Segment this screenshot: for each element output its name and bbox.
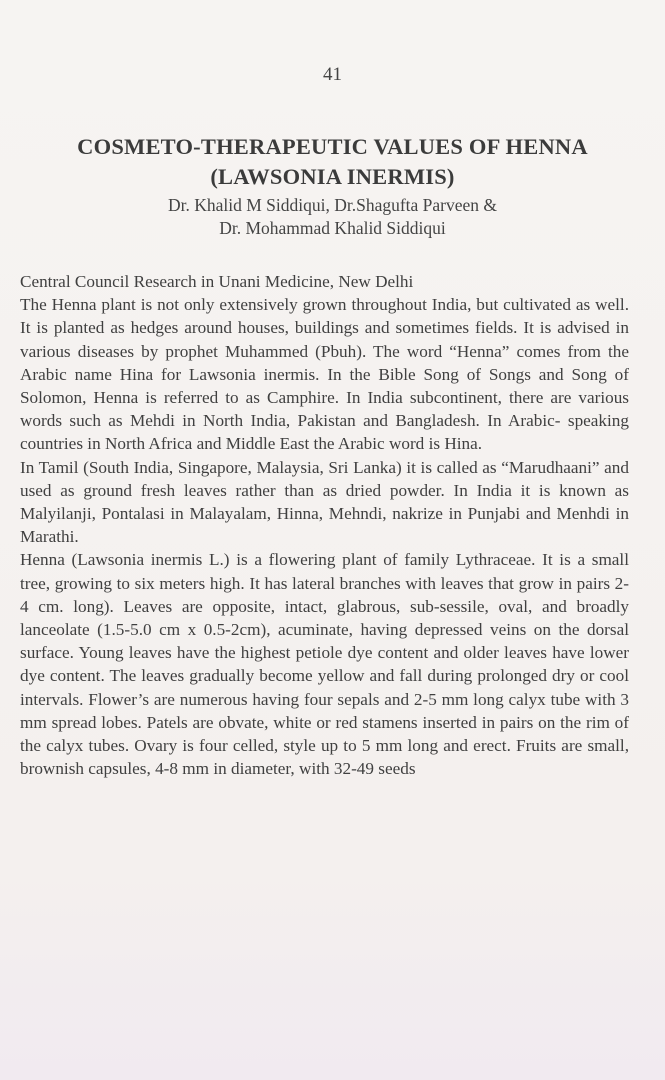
page-number: 41: [323, 64, 342, 85]
paragraph-intro: The Henna plant is not only extensively grown throughout India, but cultivated as well. It is planted as hedges around houses, buildings and sometimes fields. It is advised in various diseases by prophet Muhammed (Pbuh). The word “Henna” comes from the Arabic name Hina for Lawsonia inermis. In the Bible Song of Songs and Song of Solomon, Henna is referred to as Camphire. In India subcontinent, there are various words such as Mehdi in North India, Pakistan and Bangladesh. In Arabic- speaking countries in North Africa and Middle East the Arabic word is Hina.: [20, 295, 629, 454]
article-body: [20, 270, 629, 780]
paragraph-regional-names: In Tamil (South India, Singapore, Malaysia, Sri Lanka) it is called as “Marudhaani” and used as ground fresh leaves rather than as dried powder. In India it is known as Malyilanji, Pontalasi in Malayalam, Hinna, Mehndi, nakrize in Punjabi and Menhdi in Marathi.: [20, 457, 629, 547]
article-title: [0, 132, 665, 192]
paragraph-botany: Henna (Lawsonia inermis L.) is a flowering plant of family Lythraceae. It is a small tree, growing to six meters high. It has lateral branches with leaves that grow in pairs 2-4 cm. long). Leaves are opposite, intact, glabrous, sub-sessile, oval, and broadly lanceolate (1.5-5.0 cm x 0.5-2cm), acuminate, having depressed veins on the dorsal surface. Young leaves have the highest petiole dye content and older leaves have lower dye content. The leaves gradually become yellow and fall during prolonged dry or cool intervals. Flower’s are numerous having four sepals and 2-5 mm long calyx tube with 3 mm spread lobes. Patels are obvate, white or red stamens inserted in pairs on the rim of the calyx tubes. Ovary is four celled, style up to 5 mm long and erect. Fruits are small, brownish capsules, 4-8 mm in diameter, with 32-49 seeds: [20, 550, 629, 779]
affiliation: Central Council Research in Unani Medicine, New Delhi: [20, 272, 414, 291]
authors-line-1: Dr. Khalid M Siddiqui, Dr.Shagufta Parveen &: [167, 195, 498, 215]
authors-line-2: Dr. Mohammad Khalid Siddiqui: [219, 218, 446, 238]
title-line-1: COSMETO-THERAPEUTIC VALUES OF HENNA: [77, 134, 588, 159]
author-list: [0, 194, 665, 240]
title-line-2: (LAWSONIA INERMIS): [210, 164, 455, 189]
